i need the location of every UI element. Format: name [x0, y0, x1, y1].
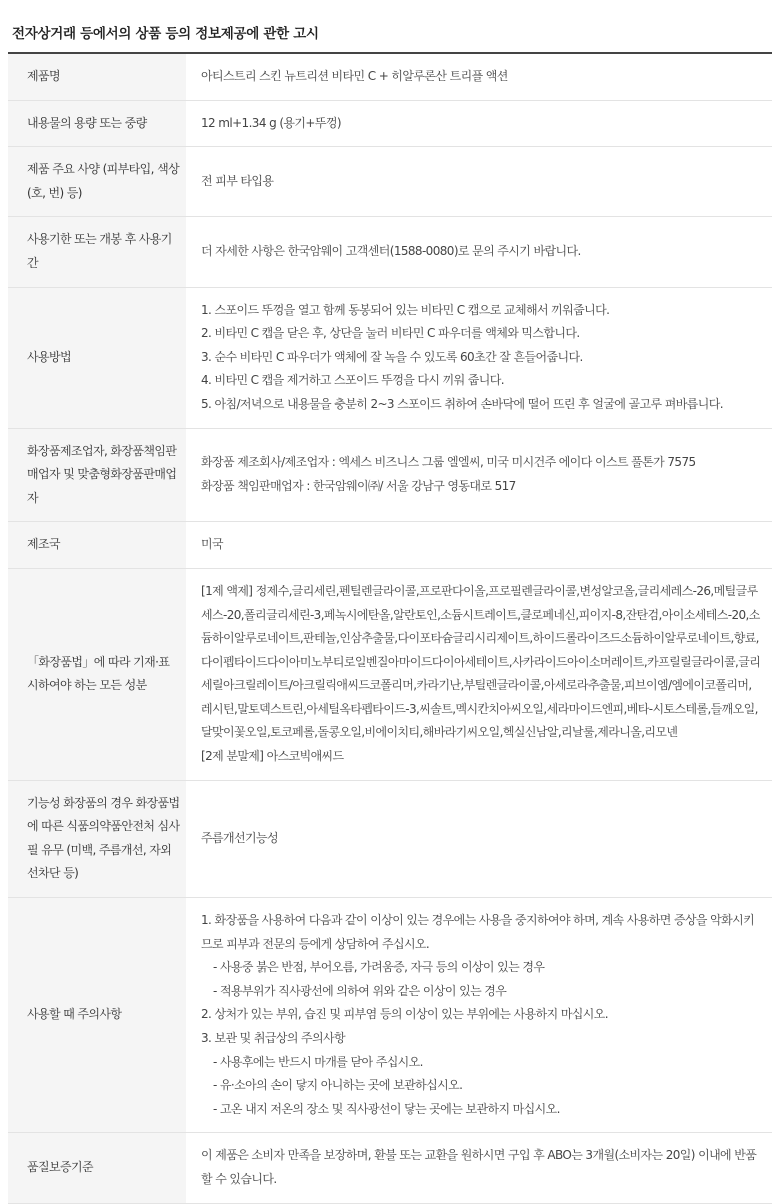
info-row	[8, 53, 772, 100]
value-line: 5. 아침/저녁으로 내용물을 충분히 2~3 스포이드 취하여 손바닥에 떨어 뜨린 후 얼굴에 골고루 펴바릅니다.	[201, 396, 723, 411]
info-row-value	[186, 898, 772, 1133]
info-row-value: 아티스트리 스킨 뉴트리션 비타민 C + 히알루론산 트리플 액션	[186, 53, 772, 100]
info-row-label: 기능성 화장품의 경우 화장품법에 따른 식품의약품안전처 심사 필 유무 (미백, 주름개선, 자외선차단 등)	[8, 780, 186, 897]
info-row	[8, 147, 772, 217]
value-line: [2제 분말제] 아스코빅애씨드	[201, 749, 344, 764]
value-line: 1. 스포이드 뚜껑을 열고 함께 동봉되어 있는 비타민 C 캡으로 교체해서 끼워줍니다.	[201, 302, 610, 317]
info-row	[8, 568, 772, 780]
caution-item: 3. 보관 및 취급상의 주의사항	[201, 1031, 346, 1045]
info-row	[8, 780, 772, 897]
info-row	[8, 1133, 772, 1203]
info-row-label: 사용방법	[8, 287, 186, 428]
caution-item: 1. 화장품을 사용하여 다음과 같이 이상이 있는 경우에는 사용을 중지하여야 하며, 계속 사용하면 증상을 악화시키므로 피부과 전문의 등에게 상담하여 주십시오.	[201, 913, 755, 951]
info-row	[8, 287, 772, 428]
value-line: [1제 액제] 정제수,글리세린,펜틸렌글라이콜,프로판다이올,프로필렌글라이콜,변성알코올,글리세레스-26,메틸글루세스-20,폴리글리세린-3,페녹시에탄올,알란토인,소듐시트레이트,클로페네신,피이지-8,잔탄검,아이소세테스-20,소듐하이알루로네이트,판테놀,인삼추출물,다이포타슘글리시리제이트,하이드롤라이즈드소듐하이알루로네이트,향료,다이펩타이드다이아미노부티로일벤질아마이드다이아세테이트,사카라이드아이소머레이트,카프릴릴글라이콜,글리세릴아크릴레이트/아크릴릭애씨드코폴리머,카라기난,부틸렌글라이콜,아세로라추출물,피브이엠/엠에이코폴리머,레시틴,말토덱스트린,아세틸옥타펩타이드-3,씨솔트,멕시칸치아씨오일,세라마이드엔피,베타-시토스테롤,들깨오일,달맞이꽃오일,토코페롤,돌콩오일,비에이치티,해바라기씨오일,헥실신남알,리날룰,제라니올,리모넨	[201, 583, 761, 740]
info-row	[8, 100, 772, 147]
info-row-label: 품질보증기준	[8, 1133, 186, 1203]
info-row	[8, 898, 772, 1133]
info-row-label: 제품명	[8, 53, 186, 100]
value-line: 2. 비타민 C 캡을 닫은 후, 상단을 눌러 비타민 C 파우더를 액체와 믹스합니다.	[201, 326, 580, 341]
info-row-label: 제품 주요 사양 (피부타입, 색상(호, 번) 등)	[8, 147, 186, 217]
info-row	[8, 217, 772, 287]
info-row-label: 사용기한 또는 개봉 후 사용기간	[8, 217, 186, 287]
info-row-value	[186, 428, 772, 522]
caution-sub-item: - 사용중 붉은 반점, 부어오름, 가려움증, 자극 등의 이상이 있는 경우	[213, 960, 545, 975]
info-row-value: 미국	[186, 522, 772, 569]
info-row-label: 사용할 때 주의사항	[8, 898, 186, 1133]
info-row-value	[186, 568, 772, 780]
info-row-value: 이 제품은 소비자 만족을 보장하며, 환불 또는 교환을 원하시면 구입 후 ABO는 3개월(소비자는 20일) 이내에 반품할 수 있습니다.	[186, 1133, 772, 1203]
caution-sub-item: - 적용부위가 직사광선에 의하여 위와 같은 이상이 있는 경우	[213, 983, 507, 998]
notice-title: 전자상거래 등에서의 상품 등의 정보제공에 관한 고시	[12, 26, 319, 42]
info-row-value: 주름개선기능성	[186, 780, 772, 897]
info-row-value: 전 피부 타입용	[186, 147, 772, 217]
caution-sub-item: - 고온 내지 저온의 장소 및 직사광선이 닿는 곳에는 보관하지 마십시오.	[213, 1101, 560, 1116]
value-line: 4. 비타민 C 캡을 제거하고 스포이드 뚜껑을 다시 끼워 줍니다.	[201, 373, 504, 388]
value-line: 3. 순수 비타민 C 파우더가 액체에 잘 녹을 수 있도록 60초간 잘 흔들어줍니다.	[201, 349, 583, 364]
info-row-value	[186, 287, 772, 428]
caution-item: 2. 상처가 있는 부위, 습진 및 피부염 등의 이상이 있는 부위에는 사용하지 마십시오.	[201, 1007, 608, 1022]
info-row-label: 제조국	[8, 522, 186, 569]
product-info-table	[8, 52, 772, 1204]
info-row-value: 12 ml+1.34 g (용기+뚜껑)	[186, 100, 772, 147]
info-row-label: 내용물의 용량 또는 중량	[8, 100, 186, 147]
info-row	[8, 428, 772, 522]
info-row	[8, 522, 772, 569]
info-row-label: 「화장품법」에 따라 기재·표시하여야 하는 모든 성분	[8, 568, 186, 780]
value-line: 화장품 책임판매업자 : 한국암웨이㈜/ 서울 강남구 영동대로 517	[201, 478, 516, 493]
info-row-value: 더 자세한 사항은 한국암웨이 고객센터(1588-0080)로 문의 주시기 바랍니다.	[186, 217, 772, 287]
caution-sub-item: - 유·소아의 손이 닿지 아니하는 곳에 보관하십시오.	[213, 1078, 463, 1093]
info-row-label: 화장품제조업자, 화장품책임판매업자 및 맞춤형화장품판매업자	[8, 428, 186, 522]
value-line: 화장품 제조회사/제조업자 : 엑세스 비즈니스 그룹 엘엘씨, 미국 미시건주 에이다 이스트 풀톤가 7575	[201, 455, 696, 470]
caution-sub-item: - 사용후에는 반드시 마개를 닫아 주십시오.	[213, 1054, 423, 1069]
